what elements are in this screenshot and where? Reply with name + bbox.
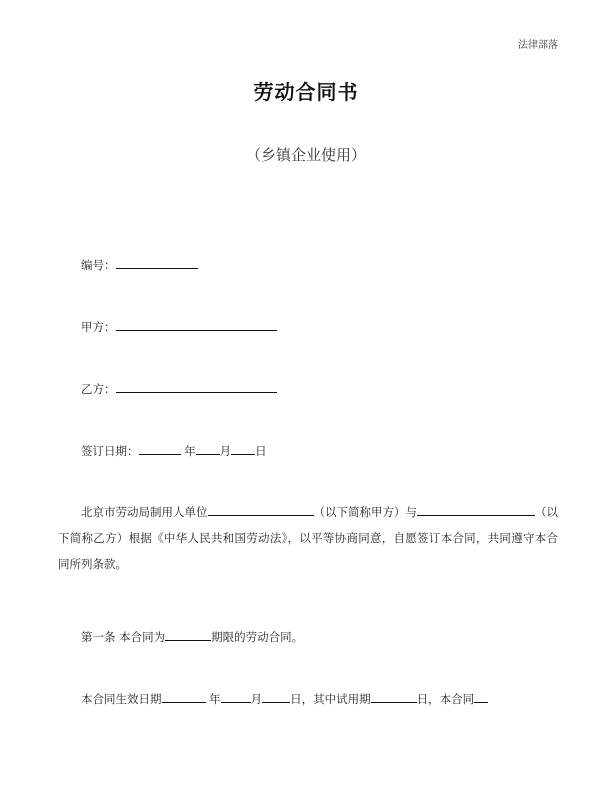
- party-b-blank[interactable]: [116, 380, 277, 393]
- preamble-paragraph: [58, 499, 558, 577]
- sign-day-label: 日: [255, 444, 267, 458]
- preamble-text-1: 北京市劳动局制用人单位: [81, 505, 208, 519]
- effective-month-blank[interactable]: [221, 690, 251, 703]
- sign-year-label: 年: [184, 444, 196, 458]
- document-title: 劳动合同书: [253, 80, 359, 104]
- employer-blank[interactable]: [208, 503, 314, 516]
- preamble-text-2: （以下简称甲方）与: [313, 505, 417, 519]
- sign-month-blank[interactable]: [196, 442, 220, 455]
- number-label: 编号：: [81, 258, 116, 272]
- effective-date-line: [81, 690, 488, 707]
- sign-day-blank[interactable]: [231, 442, 255, 455]
- contract-term-blank[interactable]: [165, 628, 211, 641]
- effective-year-label: 年: [209, 692, 221, 706]
- effective-year-blank[interactable]: [162, 690, 206, 703]
- number-blank[interactable]: [116, 256, 198, 269]
- effective-month-label: 月: [250, 692, 263, 706]
- party-a-blank[interactable]: [116, 318, 277, 331]
- sign-date-label: 签订日期：: [81, 444, 139, 458]
- party-a-field: [81, 318, 277, 335]
- effective-text-1: 本合同生效日期: [81, 692, 162, 706]
- sign-year-blank[interactable]: [139, 442, 181, 455]
- header-source: 法律部落: [518, 40, 558, 51]
- sign-date-field: [81, 442, 267, 459]
- article-1: [81, 628, 303, 645]
- party-b-label: 乙方：: [81, 382, 116, 396]
- employee-blank[interactable]: [417, 503, 535, 516]
- party-a-label: 甲方：: [81, 320, 116, 334]
- effective-day-blank[interactable]: [262, 690, 290, 703]
- effective-trial-text: 日，其中试用期: [290, 692, 371, 706]
- document-subtitle: （乡镇企业使用）: [245, 146, 366, 164]
- trial-period-blank[interactable]: [371, 690, 417, 703]
- article-1-text-2: 期限的劳动合同。: [211, 630, 304, 644]
- preamble-text-3: （以下简称乙方）根据《中华人民共和国劳动法》，以平等协商同意，自愿签订本合同，共同遵守本合同所列条款。: [58, 505, 558, 571]
- sign-month-label: 月: [219, 444, 232, 458]
- article-1-text-1: 第一条 本合同为: [81, 630, 166, 644]
- effective-contract-text: 日，本合同: [416, 692, 475, 706]
- number-field: [81, 256, 198, 273]
- party-b-field: [81, 380, 277, 397]
- contract-end-blank[interactable]: [474, 690, 488, 703]
